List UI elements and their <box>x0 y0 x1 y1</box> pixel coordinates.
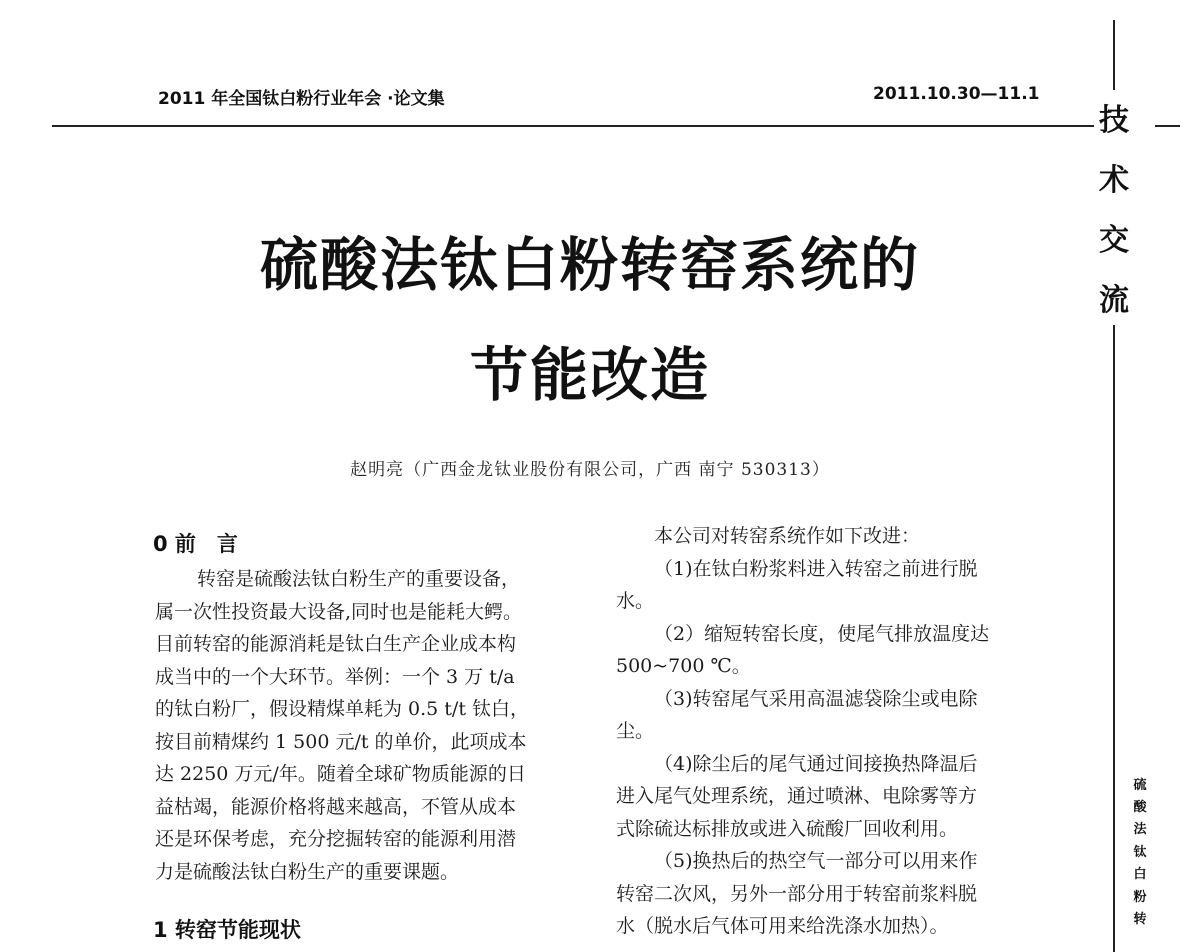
list-item: （2）缩短转窑长度，使尾气排放温度达 <box>654 622 990 645</box>
column-label-char: 术 <box>1099 163 1129 198</box>
list-line: 式除硫达标排放或进入硫酸厂回收利用。 <box>616 817 959 840</box>
paragraph-line: 目前转窑的能源消耗是钛白生产企业成本构 <box>155 633 517 655</box>
margin-rule-vertical <box>1113 325 1115 952</box>
improvement-list <box>616 520 1056 943</box>
running-title-char: 钛 <box>1133 845 1147 860</box>
section-0-heading: 0 前 言 <box>153 532 238 556</box>
paragraph-line: 按目前精煤约 1 500 元/t 的单价，此项成本 <box>155 730 527 753</box>
header-rule <box>52 125 1094 127</box>
running-title-char: 酸 <box>1133 800 1147 815</box>
list-line: 进入尾气处理系统，通过喷淋、电除雾等方 <box>616 785 978 807</box>
paragraph-line: 力是硫酸法钛白粉生产的重要课题。 <box>155 860 460 883</box>
list-line: 尘。 <box>616 720 655 742</box>
journal-header-date: 2011.10.30—11.1 <box>873 84 1040 104</box>
paragraph-line: 达 2250 万元/年。随着全球矿物质能源的日 <box>155 763 526 785</box>
author-affiliation: 赵明亮（广西金龙钛业股份有限公司，广西 南宁 530313） <box>350 460 830 480</box>
running-title-char: 转 <box>1133 912 1147 927</box>
paragraph-line: 的钛白粉厂，假设精煤单耗为 0.5 t/t 钛白， <box>155 698 530 720</box>
section-1-heading: 1 转窑节能现状 <box>153 918 301 942</box>
paragraph-line: 属一次性投资最大设备,同时也是能耗大鳄。 <box>155 600 523 623</box>
running-title-char: 法 <box>1133 822 1147 837</box>
article-title-line-1: 硫酸法钛白粉转窑系统的 <box>259 231 920 299</box>
introduction-paragraph <box>155 563 575 888</box>
running-title-char: 粉 <box>1133 890 1147 905</box>
list-line: 本公司对转窑系统作如下改进： <box>654 525 921 547</box>
list-item: （4)除尘后的尾气通过间接换热降温后 <box>654 752 978 775</box>
paragraph-line: 成当中的一个大环节。举例：一个 3 万 t/a <box>155 665 515 688</box>
list-item: （1)在钛白粉浆料进入转窑之前进行脱 <box>654 557 978 580</box>
journal-header-title: 2011 年全国钛白粉行业年会 ·论文集 <box>158 89 445 109</box>
list-line: 水。 <box>616 590 655 612</box>
header-rule-right <box>1155 125 1180 127</box>
running-title-char: 硫 <box>1133 778 1147 793</box>
list-line: 500~700 ℃。 <box>616 655 751 677</box>
margin-rule-top <box>1113 20 1115 90</box>
list-line: 水（脱水后气体可用来给洗涤水加热）。 <box>616 915 949 937</box>
paragraph-line: 还是环保考虑，充分挖掘转窑的能源利用潜 <box>155 828 517 850</box>
article-title-line-2: 节能改造 <box>469 341 710 409</box>
list-item: （3)转窑尾气采用高温滤袋除尘或电除 <box>654 687 978 710</box>
column-label-char: 技 <box>1099 103 1129 138</box>
column-label-char: 流 <box>1099 283 1129 318</box>
paragraph-line: 转窑是硫酸法钛白粉生产的重要设备， <box>197 568 521 590</box>
running-title-char: 白 <box>1133 867 1147 882</box>
list-line: 转窑二次风，另外一部分用于转窑前浆料脱 <box>616 882 978 905</box>
column-label-char: 交 <box>1099 223 1129 258</box>
paragraph-line: 益枯竭，能源价格将越来越高，不管从成本 <box>155 795 517 818</box>
list-item: （5)换热后的热空气一部分可以用来作 <box>654 850 978 872</box>
